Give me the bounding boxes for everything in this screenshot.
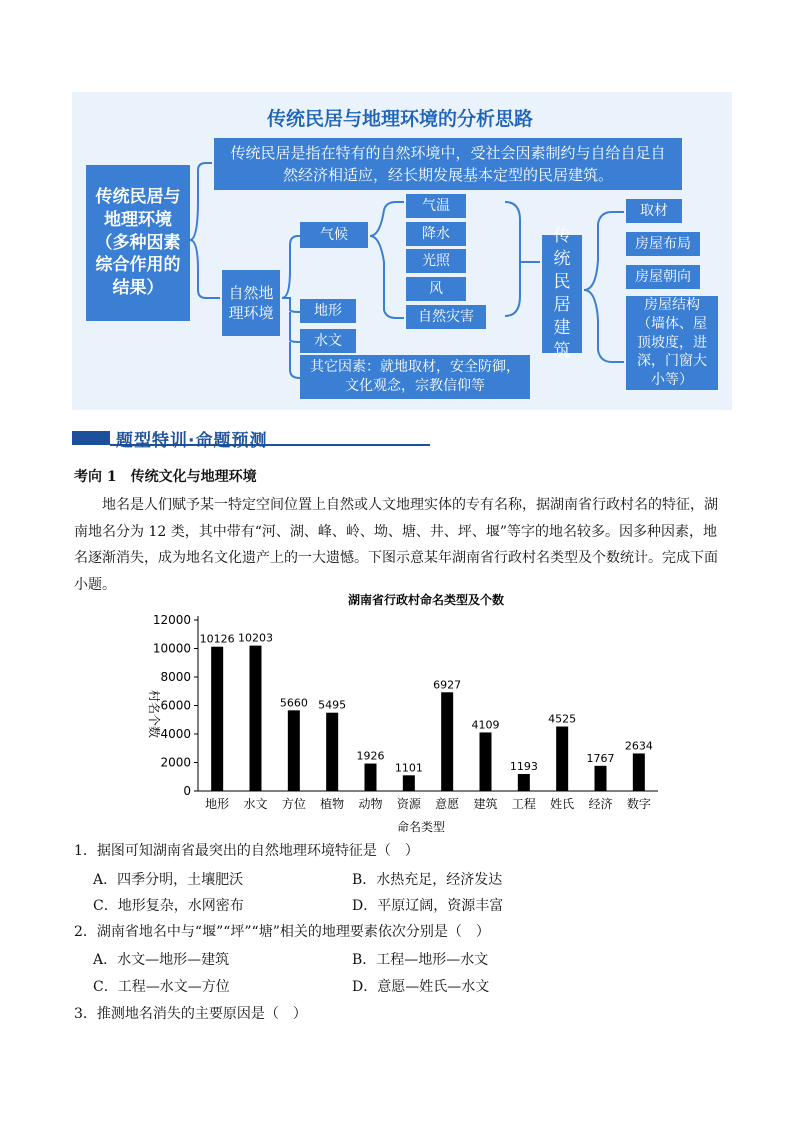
building-item-0: 取材 <box>626 199 682 223</box>
root-node: 传统民居与地理环境（多种因素综合作用的结果） <box>86 165 190 321</box>
bar-4 <box>365 764 377 791</box>
climate-item-3: 风 <box>406 277 466 301</box>
y-tick-label-4: 8000 <box>160 670 191 684</box>
data-label-8: 1193 <box>509 759 538 773</box>
bar-3 <box>326 713 338 791</box>
x-tick-label-0: 地形 <box>205 797 230 811</box>
data-label-7: 4109 <box>471 718 500 732</box>
building-item-2: 房屋朝向 <box>626 265 700 289</box>
mind-map-title: 传统民居与地理环境的分析思路 <box>266 108 533 130</box>
y-tick-label-5: 10000 <box>152 641 191 656</box>
data-label-1: 10203 <box>238 631 273 645</box>
y-tick-label-0: 0 <box>183 784 191 798</box>
y-tick-label-2: 4000 <box>160 727 191 741</box>
climate-node: 气候 <box>300 222 368 248</box>
chart-title: 湖南省行政村命名类型及个数 <box>347 593 505 607</box>
climate-item-1: 降水 <box>406 222 466 246</box>
data-label-0: 10126 <box>199 632 235 646</box>
data-label-9: 4525 <box>548 712 577 726</box>
question-passage: 地名是人们赋予某一特定空间位置上自然或人文地理实体的专有名称，据湖南省行政村名的特征，湖南地名分为 12 类，其中带有“河、湖、峰、岭、坳、塘、井、坪、堰”等字的地名较多。因多种因素，地名逐渐消失，成为地名文化遗产上的一大遗憾。下图示意某年湖南省行政村名类型及个数统计。完成下面小题。 <box>74 497 718 593</box>
y-tick-label-3: 6000 <box>160 698 191 713</box>
x-tick-label-7: 建筑 <box>473 797 498 811</box>
bar-chart <box>136 590 666 840</box>
topic-heading: 考向 1 传统文化与地理环境 <box>74 469 257 485</box>
bar-0 <box>211 647 223 791</box>
y-tick-label-1: 2000 <box>160 755 191 770</box>
data-label-11: 2634 <box>624 739 653 753</box>
x-tick-label-6: 意愿 <box>435 797 460 811</box>
section-marker <box>72 431 110 445</box>
question-3-stem: 3．推测地名消失的主要原因是（ ） <box>74 1006 307 1022</box>
question-1-option-b[interactable]: B．水热充足，经济发达 <box>352 872 503 888</box>
natural-environment-node: 自然地理环境 <box>222 270 280 336</box>
question-2-option-a[interactable]: A．水文—地形—建筑 <box>93 952 230 968</box>
question-1-option-a[interactable]: A．四季分明，土壤肥沃 <box>93 872 244 888</box>
x-axis-label: 命名类型 <box>396 820 446 834</box>
section-title: 题型特训·命题预测 <box>116 431 268 451</box>
question-2-option-c[interactable]: C．工程—水文—方位 <box>93 979 230 995</box>
data-label-10: 1767 <box>586 751 615 765</box>
climate-item-2: 光照 <box>406 249 466 273</box>
question-2-stem: 2．湖南省地名中与“堰”“坪”“塘”相关的地理要素依次分别是（ ） <box>74 924 490 940</box>
bar-8 <box>518 774 530 791</box>
building-item-1: 房屋布局 <box>626 232 700 256</box>
bar-9 <box>556 727 568 791</box>
bar-5 <box>403 775 415 791</box>
x-tick-label-5: 资源 <box>396 797 421 811</box>
hydrology-node: 水文 <box>300 329 356 353</box>
question-1-option-d[interactable]: D．平原辽阔，资源丰富 <box>352 898 504 914</box>
x-tick-label-9: 姓氏 <box>550 797 575 811</box>
landform-node: 地形 <box>300 299 356 323</box>
x-tick-label-3: 植物 <box>320 797 345 811</box>
building-item-3: 房屋结构（墙体、屋顶坡度，进深，门窗大小等） <box>626 296 718 390</box>
y-axis-label: 村名个数 <box>147 690 161 739</box>
other-factors-node: 其它因素：就地取材，安全防御，文化观念，宗教信仰等 <box>300 355 530 399</box>
bar-7 <box>480 732 492 791</box>
x-tick-label-2: 方位 <box>281 797 306 811</box>
x-tick-label-4: 动物 <box>358 797 383 811</box>
question-1-stem: 1．据图可知湖南省最突出的自然地理环境特征是（ ） <box>74 843 419 859</box>
data-label-6: 6927 <box>433 678 462 692</box>
climate-item-0: 气温 <box>406 194 466 218</box>
question-2-option-d[interactable]: D．意愿—姓氏—水文 <box>352 979 490 995</box>
x-tick-label-11: 数字 <box>626 797 651 811</box>
x-tick-label-1: 水文 <box>243 797 268 811</box>
natural-disaster-node: 自然灾害 <box>406 305 486 329</box>
data-label-5: 1101 <box>394 761 423 775</box>
x-tick-label-8: 工程 <box>511 797 536 811</box>
bar-6 <box>441 692 453 791</box>
definition-node: 传统民居是指在特有的自然环境中，受社会因素制约与自给自足自然经济相适应，经长期发展基本定型的民居建筑。 <box>214 138 682 190</box>
question-1-option-c[interactable]: C．地形复杂，水网密布 <box>93 898 244 914</box>
bar-2 <box>288 710 300 791</box>
bar-1 <box>250 646 262 791</box>
data-label-4: 1926 <box>356 749 385 763</box>
data-label-2: 5660 <box>279 696 308 710</box>
x-tick-label-10: 经济 <box>588 797 613 811</box>
y-tick-label-6: 12000 <box>152 613 191 627</box>
question-2-option-b[interactable]: B．工程—地形—水文 <box>352 952 489 968</box>
bar-11 <box>633 753 645 791</box>
bar-10 <box>595 766 607 791</box>
data-label-3: 5495 <box>318 698 347 712</box>
building-node: 传统民居建筑 <box>542 235 582 353</box>
